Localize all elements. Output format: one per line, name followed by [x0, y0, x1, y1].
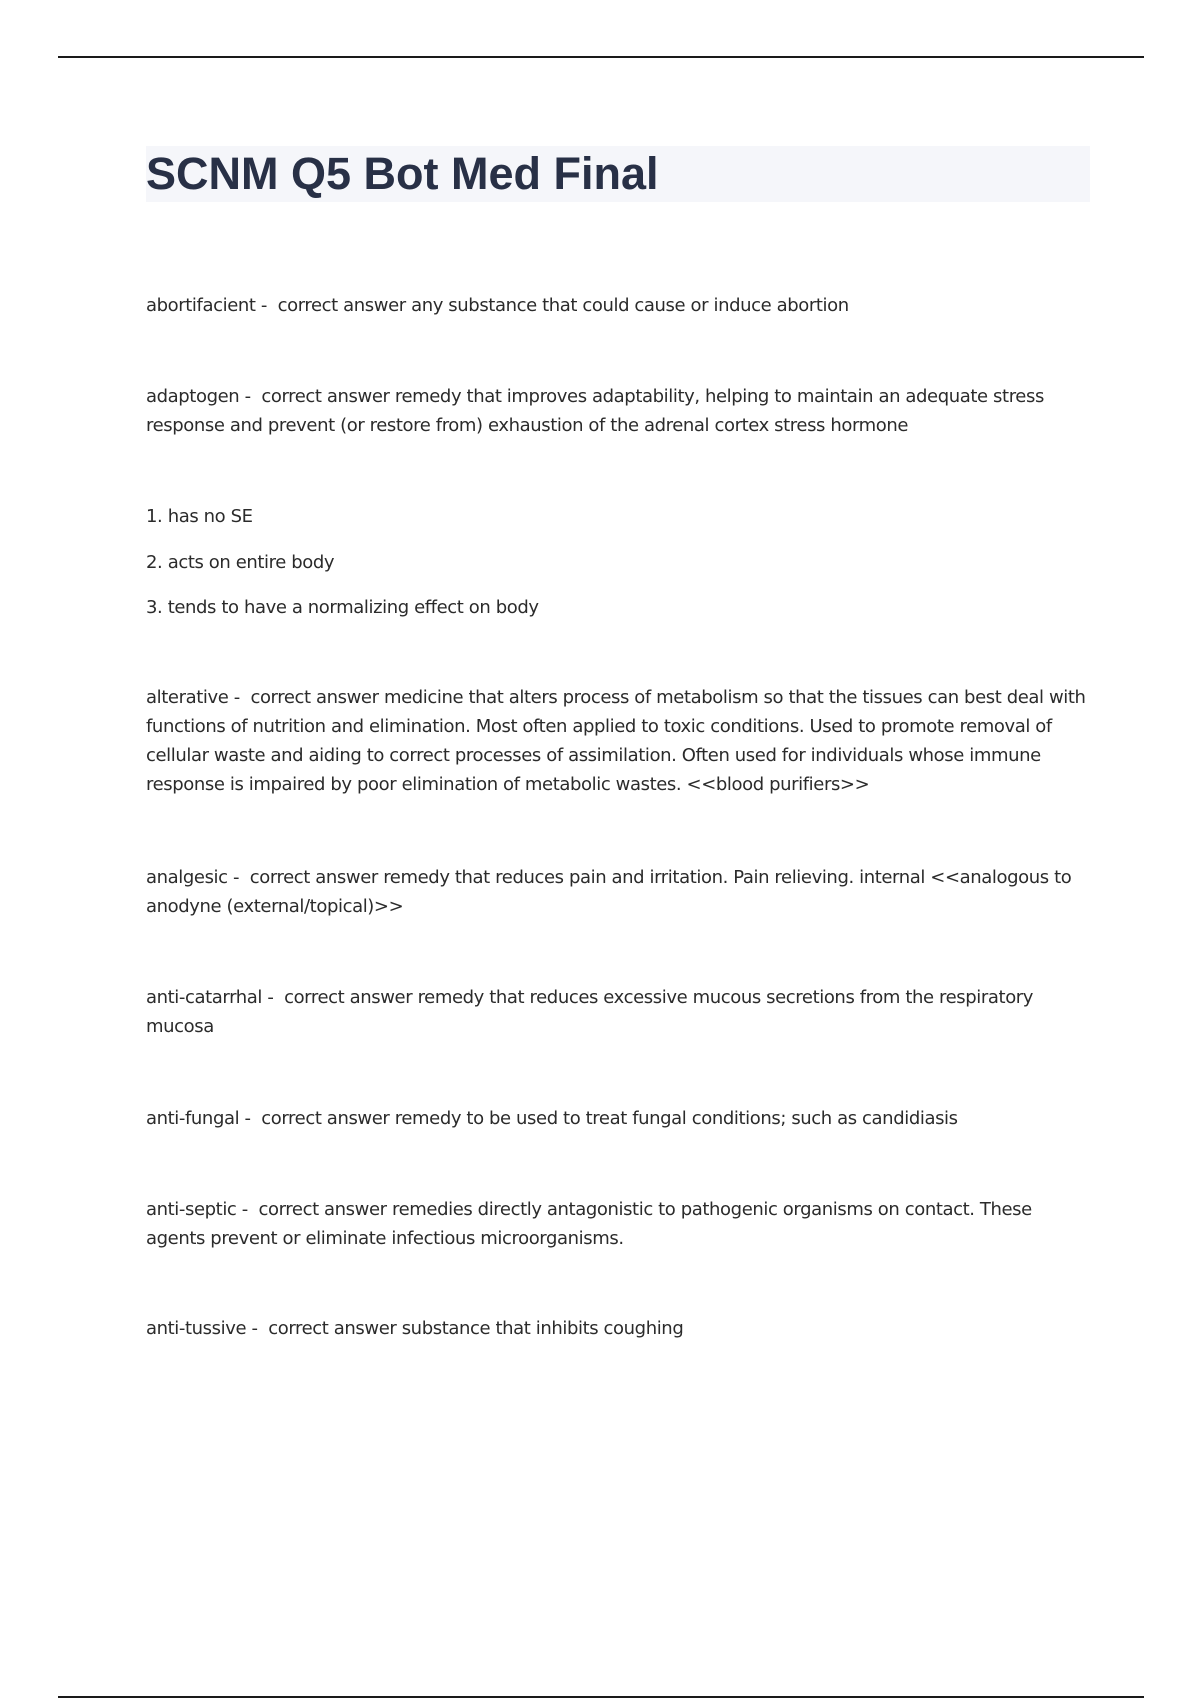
entry-anti-catarrhal: [146, 983, 1090, 1041]
entry-separator: - correct answer: [246, 1318, 402, 1339]
entry-separator: - correct answer: [239, 386, 395, 407]
entry-definition: remedy that improves adaptability, helping to maintain an adequate stress response and prevent (or restore from) exhaustion of the adrenal cortex stress hormone: [146, 386, 1044, 436]
entry-separator: - correct answer: [262, 987, 418, 1008]
top-rule: [58, 56, 1144, 58]
entry-anti-fungal: [146, 1104, 1090, 1133]
entry-alterative: [146, 683, 1090, 799]
entry-definition: remedies directly antagonistic to pathogenic organisms on contact. These agents prevent or eliminate infectious microorganisms.: [146, 1199, 1032, 1249]
bottom-rule: [58, 1696, 1144, 1698]
entry-term: anti-tussive: [146, 1318, 247, 1339]
entry-term: adaptogen: [146, 386, 240, 407]
adaptogen-list-item: 2. acts on entire body: [146, 552, 335, 573]
entry-term: alterative: [146, 687, 229, 708]
adaptogen-list-item: 3. tends to have a normalizing effect on body: [146, 597, 539, 618]
entry-adaptogen: [146, 382, 1090, 440]
entry-term: anti-septic: [146, 1199, 237, 1220]
entry-term: abortifacient: [146, 295, 256, 316]
adaptogen-list-item: 1. has no SE: [146, 506, 253, 527]
entry-definition: remedy that reduces excessive mucous secretions from the respiratory mucosa: [146, 987, 1034, 1037]
entry-separator: - correct answer: [239, 1108, 395, 1129]
entry-separator: - correct answer: [228, 687, 384, 708]
entry-separator: - correct answer: [227, 867, 384, 888]
entry-definition: substance that inhibits coughing: [401, 1318, 684, 1339]
entry-analgesic: [146, 863, 1090, 921]
entry-definition: any substance that could cause or induce abortion: [411, 295, 849, 316]
entry-term: anti-catarrhal: [146, 987, 263, 1008]
entry-term: analgesic: [146, 867, 228, 888]
entry-abortifacient: [146, 291, 1090, 320]
entry-separator: - correct answer: [236, 1199, 392, 1220]
entry-anti-septic: [146, 1195, 1090, 1253]
document-title: SCNM Q5 Bot Med Final: [146, 148, 659, 199]
entry-term: anti-fungal: [146, 1108, 240, 1129]
entry-definition: remedy that reduces pain and irritation. Pain relieving. internal <<analogous to anodyne (external/topical)>>: [146, 867, 1072, 917]
entry-definition: medicine that alters process of metabolism so that the tissues can best deal with functions of nutrition and elimination. Most often applied to toxic conditions. Used to promote removal of cellular waste and aiding to correct processes of assimilation. Often used for individuals whose immune response is impaired by poor elimination of metabolic wastes. <<blood purifiers>>: [146, 687, 1086, 795]
entry-definition: remedy to be used to treat fungal conditions; such as candidiasis: [394, 1108, 958, 1129]
entry-separator: - correct answer: [255, 295, 412, 316]
entry-anti-tussive: [146, 1314, 1090, 1343]
